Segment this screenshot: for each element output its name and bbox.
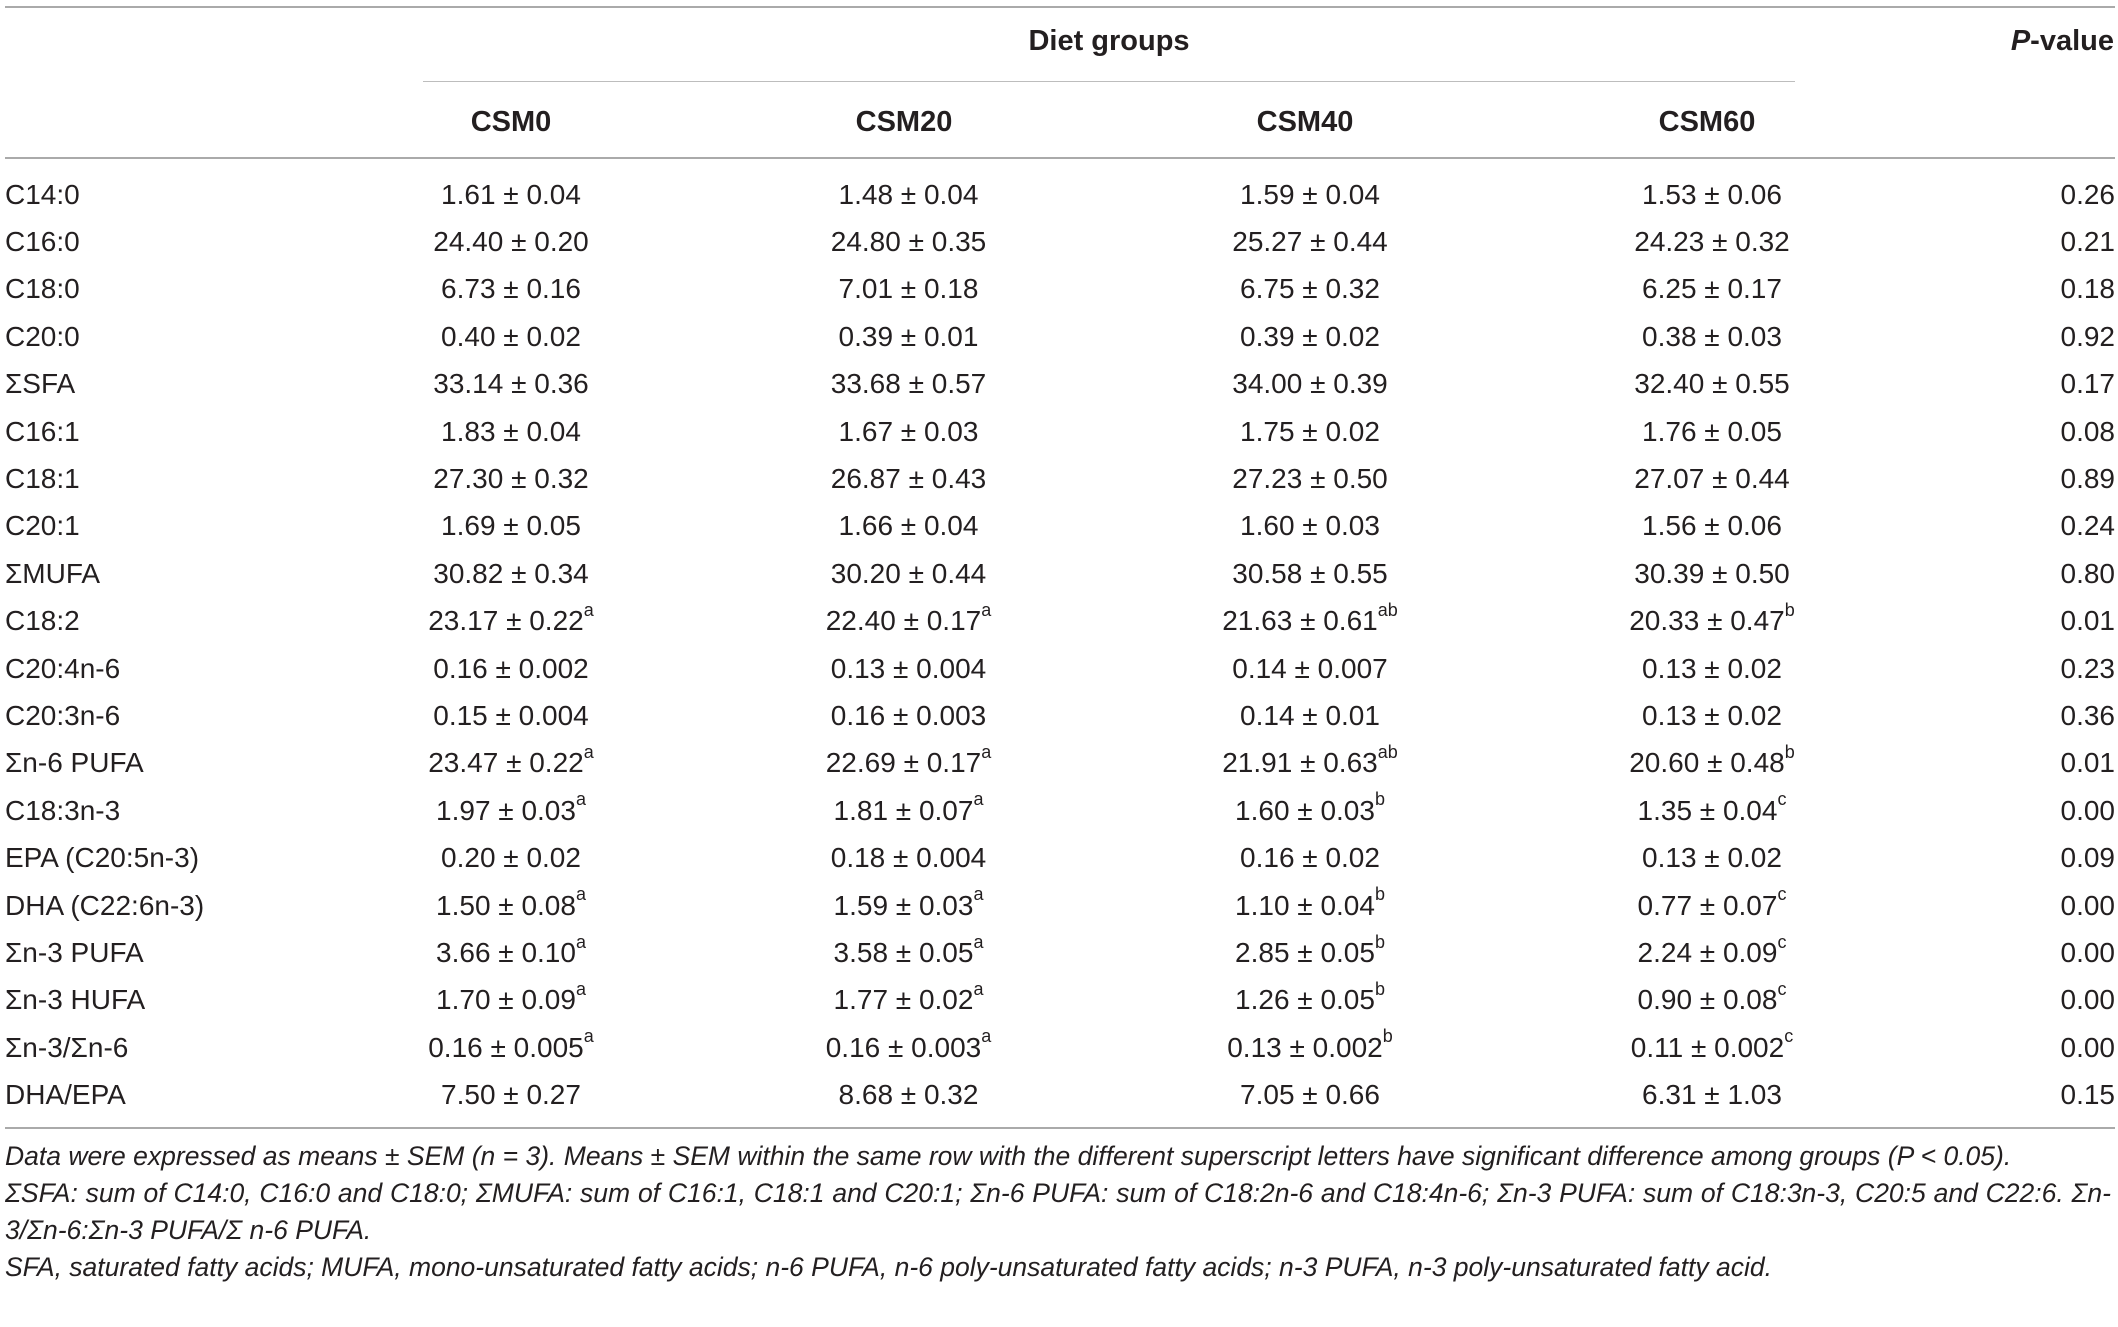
value-cell <box>311 740 711 787</box>
value-cell <box>1106 408 1514 455</box>
p-value-cell: 0.00 <box>2060 936 2115 968</box>
mean-sem-value: 7.01 ± 0.18 <box>838 273 979 305</box>
value-cell <box>311 550 711 597</box>
row-label: Σn-3 HUFA <box>5 984 146 1016</box>
mean-sem-value: 7.05 ± 0.66 <box>1240 1079 1380 1111</box>
value-cell <box>711 218 1106 265</box>
mean-sem-value: 0.40 ± 0.02 <box>441 320 581 352</box>
mean-sem-value: 6.31 ± 1.03 <box>1642 1079 1782 1111</box>
table-row <box>5 1024 2115 1071</box>
value-cell <box>1514 218 1910 265</box>
mean-sem-value: 3.58 ± 0.05 <box>833 936 974 968</box>
value-cell <box>711 692 1106 739</box>
value-cell <box>311 455 711 502</box>
mean-sem-value: 6.25 ± 0.17 <box>1642 273 1782 305</box>
value-cell <box>311 834 711 881</box>
mean-sem-value: 0.16 ± 0.02 <box>1240 842 1380 874</box>
value-cell <box>711 598 1106 645</box>
value-cell <box>711 455 1106 502</box>
mean-sem-value: 30.58 ± 0.55 <box>1232 557 1388 589</box>
top-rule <box>5 6 2115 8</box>
row-label: C20:0 <box>5 320 80 352</box>
table-row <box>5 550 2115 597</box>
mean-sem-value: 0.11 ± 0.002 <box>1630 1031 1785 1063</box>
row-label: C20:1 <box>5 510 80 542</box>
mean-sem-value: 0.16 ± 0.003 <box>825 1031 982 1063</box>
significance-letter: c <box>1784 1026 1794 1047</box>
value-cell <box>711 550 1106 597</box>
value-cell <box>1514 977 1910 1024</box>
mean-sem-value: 24.40 ± 0.20 <box>433 226 589 258</box>
p-value-suffix: -value <box>2030 25 2114 57</box>
p-value-cell: 0.00 <box>2060 794 2115 826</box>
significance-letter: a <box>575 884 586 905</box>
mean-sem-value: 8.68 ± 0.32 <box>838 1079 979 1111</box>
value-cell <box>711 645 1106 692</box>
mean-sem-value: 1.61 ± 0.04 <box>441 178 581 210</box>
p-value-cell: 0.23 <box>2060 652 2115 684</box>
value-cell <box>311 266 711 313</box>
mean-sem-value: 0.14 ± 0.01 <box>1240 699 1380 731</box>
diet-groups-header: Diet groups <box>1028 25 1190 57</box>
mean-sem-value: 20.33 ± 0.47 <box>1629 605 1785 637</box>
significance-letter: a <box>973 931 984 952</box>
p-value-cell: 0.00 <box>2060 984 2115 1016</box>
value-cell <box>1106 550 1514 597</box>
mean-sem-value: 25.27 ± 0.44 <box>1232 226 1388 258</box>
value-cell <box>311 787 711 834</box>
value-cell <box>1514 550 1910 597</box>
p-value-cell: 0.21 <box>2060 226 2115 258</box>
mean-sem-value: 34.00 ± 0.39 <box>1232 368 1388 400</box>
p-value-cell: 0.00 <box>2060 889 2115 921</box>
value-cell <box>1106 1024 1514 1071</box>
mean-sem-value: 0.16 ± 0.003 <box>830 699 987 731</box>
significance-letter: a <box>981 1026 992 1047</box>
table-row <box>5 313 2115 360</box>
significance-letter: c <box>1777 979 1787 999</box>
table-row <box>5 645 2115 692</box>
value-cell <box>1106 1071 1514 1118</box>
mean-sem-value: 2.24 ± 0.09 <box>1637 936 1778 968</box>
value-cell <box>1514 361 1910 408</box>
value-cell <box>311 218 711 265</box>
value-cell <box>1514 882 1910 929</box>
table-footnotes <box>5 1138 2111 1286</box>
mean-sem-value: 1.50 ± 0.08 <box>436 889 576 921</box>
value-cell <box>1106 361 1514 408</box>
value-cell <box>1514 598 1910 645</box>
mean-sem-value: 1.10 ± 0.04 <box>1235 889 1375 921</box>
value-cell <box>711 266 1106 313</box>
row-label: C18:1 <box>5 463 80 495</box>
value-cell <box>1106 218 1514 265</box>
mean-sem-value: 24.80 ± 0.35 <box>830 226 987 258</box>
value-cell <box>711 929 1106 976</box>
value-cell <box>711 1024 1106 1071</box>
value-cell <box>1106 929 1514 976</box>
mean-sem-value: 1.35 ± 0.04 <box>1637 794 1778 826</box>
row-label: C18:2 <box>5 605 80 637</box>
value-cell <box>311 929 711 976</box>
significance-letter: b <box>1374 979 1385 999</box>
value-cell <box>711 503 1106 550</box>
mean-sem-value: 0.39 ± 0.01 <box>838 320 979 352</box>
value-cell <box>1106 455 1514 502</box>
value-cell <box>711 361 1106 408</box>
value-cell <box>1514 740 1910 787</box>
significance-letter: c <box>1777 789 1787 810</box>
row-label: C14:0 <box>5 178 80 210</box>
mean-sem-value: 20.60 ± 0.48 <box>1629 747 1785 779</box>
value-cell <box>311 645 711 692</box>
significance-letter: b <box>1784 742 1795 763</box>
p-value-cell: 0.01 <box>2060 747 2115 779</box>
table-row <box>5 882 2115 929</box>
row-label: ΣMUFA <box>5 557 101 589</box>
value-cell <box>711 1071 1106 1118</box>
mean-sem-value: 0.38 ± 0.03 <box>1642 320 1782 352</box>
p-value-cell: 0.17 <box>2060 368 2115 400</box>
value-cell <box>1514 1071 1910 1118</box>
value-cell <box>311 882 711 929</box>
mean-sem-value: 0.16 ± 0.005 <box>428 1031 584 1063</box>
row-label: Σn-3 PUFA <box>5 936 144 968</box>
table-row <box>5 266 2115 313</box>
significance-letter: c <box>1777 931 1787 952</box>
significance-letter: a <box>575 931 586 952</box>
p-value-italic: P <box>2010 25 2031 57</box>
value-cell <box>1106 645 1514 692</box>
table-row <box>5 787 2115 834</box>
mean-sem-value: 1.69 ± 0.05 <box>441 510 581 542</box>
mean-sem-value: 1.77 ± 0.02 <box>833 984 974 1016</box>
significance-letter: a <box>973 884 984 905</box>
mean-sem-value: 7.50 ± 0.27 <box>441 1079 581 1111</box>
value-cell <box>1106 692 1514 739</box>
row-label: C16:1 <box>5 415 80 447</box>
significance-letter: a <box>583 599 594 620</box>
mean-sem-value: 2.85 ± 0.05 <box>1235 936 1375 968</box>
significance-letter: b <box>1374 789 1385 810</box>
value-cell <box>1514 1024 1910 1071</box>
mean-sem-value: 27.07 ± 0.44 <box>1634 463 1790 495</box>
table-row <box>5 503 2115 550</box>
fatty-acid-table <box>5 171 2115 1119</box>
value-cell <box>1514 929 1910 976</box>
group-rule <box>423 81 1795 82</box>
value-cell <box>1514 503 1910 550</box>
value-cell <box>711 787 1106 834</box>
mean-sem-value: 0.13 ± 0.004 <box>830 652 987 684</box>
value-cell <box>1514 455 1910 502</box>
value-cell <box>1514 692 1910 739</box>
mean-sem-value: 0.20 ± 0.02 <box>441 842 581 874</box>
value-cell <box>1106 834 1514 881</box>
value-cell <box>1514 266 1910 313</box>
table-row <box>5 361 2115 408</box>
row-label: DHA/EPA <box>5 1079 126 1111</box>
footnote-abbreviations: SFA, saturated fatty acids; MUFA, mono-unsaturated fatty acids; n-6 PUFA, n-6 poly-unsaturated fatty acids; n-3 PUFA, n-3 poly-unsaturated fatty acid. <box>5 1252 1772 1282</box>
mean-sem-value: 0.39 ± 0.02 <box>1240 320 1380 352</box>
row-label: ΣSFA <box>5 368 76 400</box>
significance-letter: a <box>575 979 586 999</box>
p-value-cell: 0.24 <box>2060 510 2115 542</box>
significance-letter: b <box>1374 884 1385 905</box>
mean-sem-value: 30.82 ± 0.34 <box>433 557 589 589</box>
table-row <box>5 455 2115 502</box>
p-value-cell: 0.15 <box>2060 1079 2115 1111</box>
significance-letter: ab <box>1377 599 1398 620</box>
table-row <box>5 977 2115 1024</box>
value-cell <box>1106 882 1514 929</box>
mean-sem-value: 22.69 ± 0.17 <box>825 747 982 779</box>
table-row <box>5 408 2115 455</box>
mean-sem-value: 23.47 ± 0.22 <box>428 747 584 779</box>
value-cell <box>311 313 711 360</box>
value-cell <box>311 408 711 455</box>
mean-sem-value: 0.14 ± 0.007 <box>1232 652 1388 684</box>
mean-sem-value: 1.26 ± 0.05 <box>1235 984 1375 1016</box>
p-value-cell: 0.80 <box>2060 557 2115 589</box>
mean-sem-value: 1.75 ± 0.02 <box>1240 415 1380 447</box>
value-cell <box>711 171 1106 218</box>
column-header-csm20: CSM20 <box>855 106 953 138</box>
value-cell <box>1514 408 1910 455</box>
column-header-csm40: CSM40 <box>1256 106 1354 138</box>
row-label: Σn-3/Σn-6 <box>5 1031 129 1063</box>
mean-sem-value: 1.60 ± 0.03 <box>1240 510 1380 542</box>
value-cell <box>1106 977 1514 1024</box>
significance-letter: ab <box>1377 742 1398 763</box>
mean-sem-value: 23.17 ± 0.22 <box>428 605 584 637</box>
mean-sem-value: 21.91 ± 0.63 <box>1222 747 1378 779</box>
value-cell <box>1514 171 1910 218</box>
mean-sem-value: 0.18 ± 0.004 <box>830 842 987 874</box>
row-label: C20:4n-6 <box>5 652 121 684</box>
value-cell <box>311 503 711 550</box>
table-row <box>5 218 2115 265</box>
mean-sem-value: 1.81 ± 0.07 <box>833 794 974 826</box>
mean-sem-value: 1.60 ± 0.03 <box>1235 794 1375 826</box>
p-value-cell: 0.92 <box>2060 320 2115 352</box>
mean-sem-value: 24.23 ± 0.32 <box>1634 226 1790 258</box>
mean-sem-value: 1.66 ± 0.04 <box>838 510 979 542</box>
table-row <box>5 171 2115 218</box>
value-cell <box>1106 598 1514 645</box>
p-value-cell: 0.01 <box>2060 605 2115 637</box>
significance-letter: b <box>1382 1026 1393 1047</box>
value-cell <box>311 598 711 645</box>
mean-sem-value: 6.73 ± 0.16 <box>441 273 581 305</box>
value-cell <box>311 171 711 218</box>
mean-sem-value: 27.23 ± 0.50 <box>1232 463 1388 495</box>
mean-sem-value: 1.53 ± 0.06 <box>1642 178 1782 210</box>
p-value-cell: 0.89 <box>2060 463 2115 495</box>
significance-letter: a <box>973 789 984 810</box>
mean-sem-value: 1.56 ± 0.06 <box>1642 510 1782 542</box>
row-label: DHA (C22:6n-3) <box>5 889 205 921</box>
mean-sem-value: 33.14 ± 0.36 <box>433 368 589 400</box>
header-bottom-rule <box>5 157 2115 159</box>
footnote-sums: ΣSFA: sum of C14:0, C16:0 and C18:0; ΣMUFA: sum of C16:1, C18:1 and C20:1; Σn-6 PUFA: sum of C18:2n-6 and C18:4n-6; Σn-3 PUFA: sum of C18:3n-3, C20:5 and C22:6. Σn-3/Σn-6:Σn-3 PUFA/Σ n-6 PUFA. <box>5 1178 2111 1245</box>
table-row <box>5 834 2115 881</box>
table-row <box>5 740 2115 787</box>
p-value-cell: 0.36 <box>2060 699 2115 731</box>
p-value-cell: 0.08 <box>2060 415 2115 447</box>
significance-letter: a <box>973 979 984 999</box>
significance-letter: b <box>1784 599 1795 620</box>
value-cell <box>1106 171 1514 218</box>
value-cell <box>711 313 1106 360</box>
mean-sem-value: 27.30 ± 0.32 <box>433 463 589 495</box>
mean-sem-value: 0.77 ± 0.07 <box>1637 889 1778 921</box>
mean-sem-value: 22.40 ± 0.17 <box>825 605 982 637</box>
table-bottom-rule <box>5 1127 2115 1129</box>
mean-sem-value: 0.13 ± 0.002 <box>1227 1031 1383 1063</box>
row-label: C20:3n-6 <box>5 699 121 731</box>
mean-sem-value: 1.59 ± 0.03 <box>833 889 974 921</box>
value-cell <box>1106 787 1514 834</box>
p-value-cell: 0.00 <box>2060 1031 2115 1063</box>
row-label: C16:0 <box>5 226 80 258</box>
value-cell <box>311 1071 711 1118</box>
table-body <box>5 171 2115 1119</box>
mean-sem-value: 21.63 ± 0.61 <box>1222 605 1378 637</box>
row-label: Σn-6 PUFA <box>5 747 144 779</box>
value-cell <box>1514 834 1910 881</box>
row-label: C18:3n-3 <box>5 794 121 826</box>
row-label: EPA (C20:5n-3) <box>5 842 200 874</box>
mean-sem-value: 6.75 ± 0.32 <box>1240 273 1380 305</box>
mean-sem-value: 0.13 ± 0.02 <box>1642 652 1782 684</box>
mean-sem-value: 0.90 ± 0.08 <box>1637 984 1778 1016</box>
value-cell <box>1514 645 1910 692</box>
row-label: C18:0 <box>5 273 80 305</box>
p-value-cell: 0.18 <box>2060 273 2115 305</box>
mean-sem-value: 26.87 ± 0.43 <box>830 463 987 495</box>
mean-sem-value: 32.40 ± 0.55 <box>1634 368 1790 400</box>
value-cell <box>711 977 1106 1024</box>
p-value-cell: 0.26 <box>2060 178 2115 210</box>
table-row <box>5 598 2115 645</box>
mean-sem-value: 1.83 ± 0.04 <box>441 415 581 447</box>
mean-sem-value: 1.70 ± 0.09 <box>436 984 576 1016</box>
value-cell <box>311 361 711 408</box>
mean-sem-value: 33.68 ± 0.57 <box>830 368 987 400</box>
table-row <box>5 692 2115 739</box>
column-header-csm0: CSM0 <box>470 106 552 138</box>
value-cell <box>311 1024 711 1071</box>
value-cell <box>711 834 1106 881</box>
value-cell <box>1106 266 1514 313</box>
value-cell <box>311 977 711 1024</box>
value-cell <box>711 740 1106 787</box>
significance-letter: a <box>981 742 992 763</box>
mean-sem-value: 3.66 ± 0.10 <box>436 936 576 968</box>
value-cell <box>711 882 1106 929</box>
mean-sem-value: 0.15 ± 0.004 <box>433 699 589 731</box>
significance-letter: b <box>1374 931 1385 952</box>
table-row <box>5 929 2115 976</box>
mean-sem-value: 0.13 ± 0.02 <box>1642 842 1782 874</box>
column-header-csm60: CSM60 <box>1658 106 1756 138</box>
significance-letter: a <box>575 789 586 810</box>
mean-sem-value: 1.97 ± 0.03 <box>436 794 576 826</box>
mean-sem-value: 1.48 ± 0.04 <box>838 178 979 210</box>
p-value-cell: 0.09 <box>2060 842 2115 874</box>
value-cell <box>311 692 711 739</box>
mean-sem-value: 0.13 ± 0.02 <box>1642 699 1782 731</box>
significance-letter: a <box>583 742 594 763</box>
mean-sem-value: 30.20 ± 0.44 <box>830 557 987 589</box>
value-cell <box>1514 787 1910 834</box>
value-cell <box>1106 313 1514 360</box>
significance-letter: a <box>981 599 992 620</box>
value-cell <box>1106 740 1514 787</box>
mean-sem-value: 0.16 ± 0.002 <box>433 652 589 684</box>
mean-sem-value: 1.59 ± 0.04 <box>1240 178 1380 210</box>
mean-sem-value: 1.76 ± 0.05 <box>1642 415 1782 447</box>
mean-sem-value: 1.67 ± 0.03 <box>838 415 979 447</box>
footnote-statistics: Data were expressed as means ± SEM (n = 3). Means ± SEM within the same row with the different superscript letters have significant difference among groups (P < 0.05). <box>5 1141 2012 1171</box>
significance-letter: c <box>1777 884 1787 905</box>
mean-sem-value: 30.39 ± 0.50 <box>1634 557 1790 589</box>
significance-letter: a <box>583 1026 594 1047</box>
value-cell <box>1514 313 1910 360</box>
value-cell <box>1106 503 1514 550</box>
p-value-header <box>2011 24 2114 58</box>
table-row <box>5 1071 2115 1118</box>
value-cell <box>711 408 1106 455</box>
